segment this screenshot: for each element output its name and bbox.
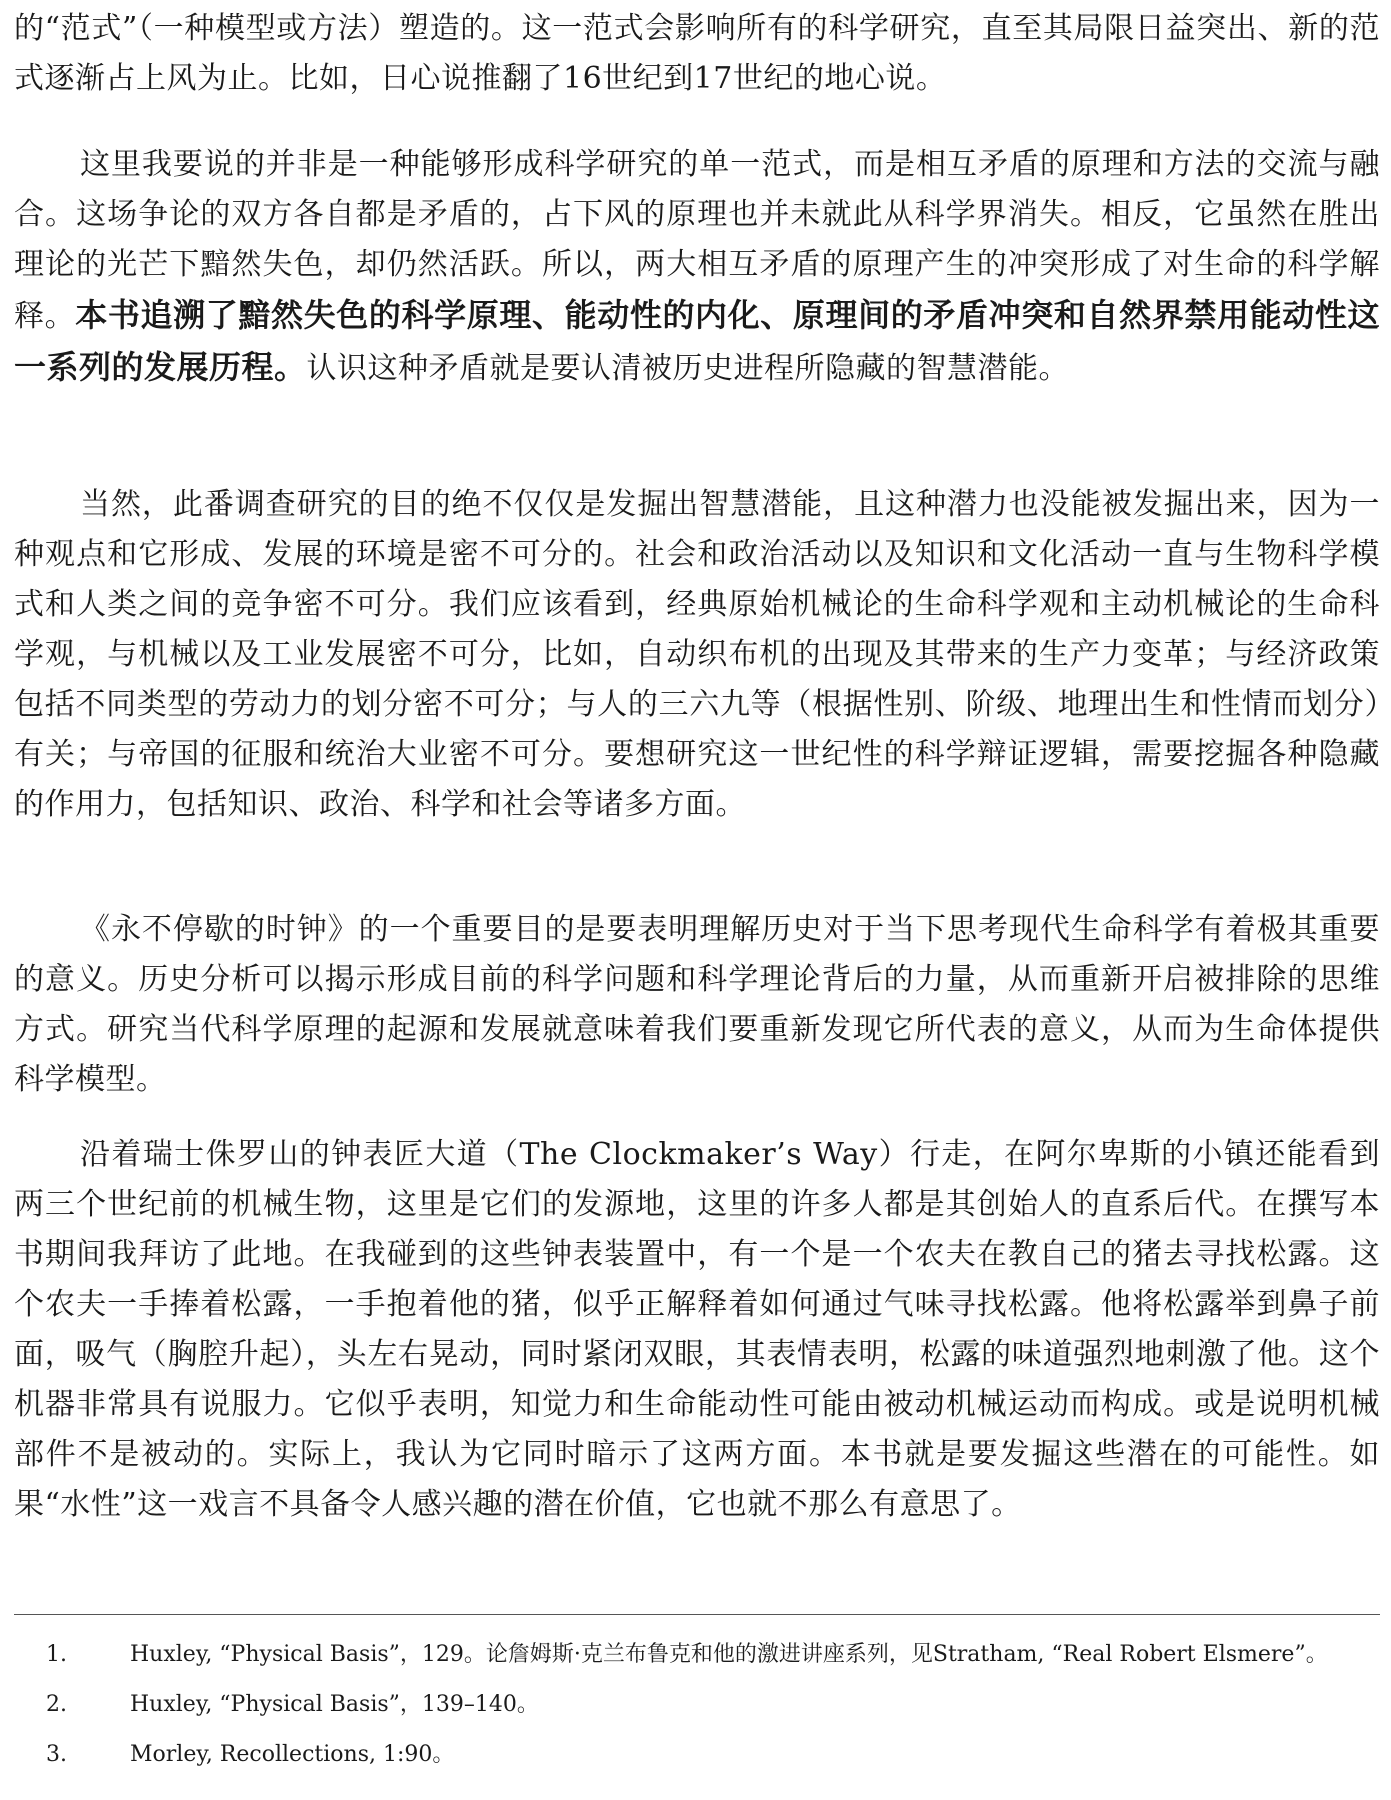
paragraph-1: 的“范式”（一种模型或方法）塑造的。这一范式会影响所有的科学研究，直至其局限日益突出、新的范式逐渐占上风为止。比如，日心说推翻了16世纪到17世纪的地心说。 <box>14 11 1380 96</box>
footnote-text: Huxley, “Physical Basis”，129。论詹姆斯·克兰布鲁克和他的激进讲座系列，见Stratham, “Real Robert Elsmere”。 <box>130 1642 1328 1667</box>
paragraph-2-text-before: 这里我要说的并非是一种能够形成科学研究的单一范式，而是相互矛盾的原理和方法的交流与融合。这场争论的双方各自都是矛盾的，占下风的原理也并未就此从科学界消失。相反，它虽然在胜出理论的光芒下黯然失色，却仍然活跃。所以，两大相互矛盾的原理产生的冲突形成了对生命的科学解释。 <box>14 147 1380 334</box>
paragraph-2-text-after: 认识这种矛盾就是要认清被历史进程所隐藏的智慧潜能。 <box>306 351 1070 386</box>
footnote-number: 1. <box>46 1642 67 1667</box>
footnote-text: Huxley, “Physical Basis”，139–140。 <box>130 1692 539 1717</box>
footnote-divider <box>14 1614 1380 1615</box>
paragraph-3: 当然，此番调查研究的目的绝不仅仅是发掘出智慧潜能，且这种潜力也没能被发掘出来，因为一种观点和它形成、发展的环境是密不可分的。社会和政治活动以及知识和文化活动一直与生物科学模式和人类之间的竞争密不可分。我们应该看到，经典原始机械论的生命科学观和主动机械论的生命科学观，与机械以及工业发展密不可分，比如，自动织布机的出现及其带来的生产力变革；与经济政策包括不同类型的劳动力的划分密不可分；与人的三六九等（根据性别、阶级、地理出生和性情而划分）有关；与帝国的征服和统治大业密不可分。要想研究这一世纪性的科学辩证逻辑，需要挖掘各种隐藏的作用力，包括知识、政治、科学和社会等诸多方面。 <box>14 487 1380 822</box>
footnote-number: 3. <box>46 1742 67 1767</box>
footnote-3 <box>14 1740 1380 1790</box>
footnote-text: Morley, Recollections, 1:90。 <box>130 1742 455 1767</box>
footnotes <box>14 1640 1380 1790</box>
paragraph-2 <box>14 140 1380 394</box>
paragraph-5: 沿着瑞士侏罗山的钟表匠大道（The Clockmaker’s Way）行走，在阿尔卑斯的小镇还能看到两三个世纪前的机械生物，这里是它们的发源地，这里的许多人都是其创始人的直系后代。在撰写本书期间我拜访了此地。在我碰到的这些钟表装置中，有一个是一个农夫在教自己的猪去寻找松露。这个农夫一手捧着松露，一手抱着他的猪，似乎正解释着如何通过气味寻找松露。他将松露举到鼻子前面，吸气（胸腔升起），头左右晃动，同时紧闭双眼，其表情表明，松露的味道强烈地刺激了他。这个机器非常具有说服力。它似乎表明，知觉力和生命能动性可能由被动机械运动而构成。或是说明机械部件不是被动的。实际上，我认为它同时暗示了这两方面。本书就是要发掘这些潜在的可能性。如果“水性”这一戏言不具备令人感兴趣的潜在价值，它也就不那么有意思了。 <box>14 1137 1380 1522</box>
paragraph-2-bold-text: 本书追溯了黯然失色的科学原理、能动性的内化、原理间的矛盾冲突和自然界禁用能动性这一系列的发展历程。 <box>14 296 1380 386</box>
footnote-1 <box>14 1640 1380 1690</box>
footnote-2 <box>14 1690 1380 1740</box>
footnote-number: 2. <box>46 1692 67 1717</box>
paragraph-4: 《永不停歇的时钟》的一个重要目的是要表明理解历史对于当下思考现代生命科学有着极其重要的意义。历史分析可以揭示形成目前的科学问题和科学理论背后的力量，从而重新开启被排除的思维方式。研究当代科学原理的起源和发展就意味着我们要重新发现它所代表的意义，从而为生命体提供科学模型。 <box>14 912 1380 1097</box>
